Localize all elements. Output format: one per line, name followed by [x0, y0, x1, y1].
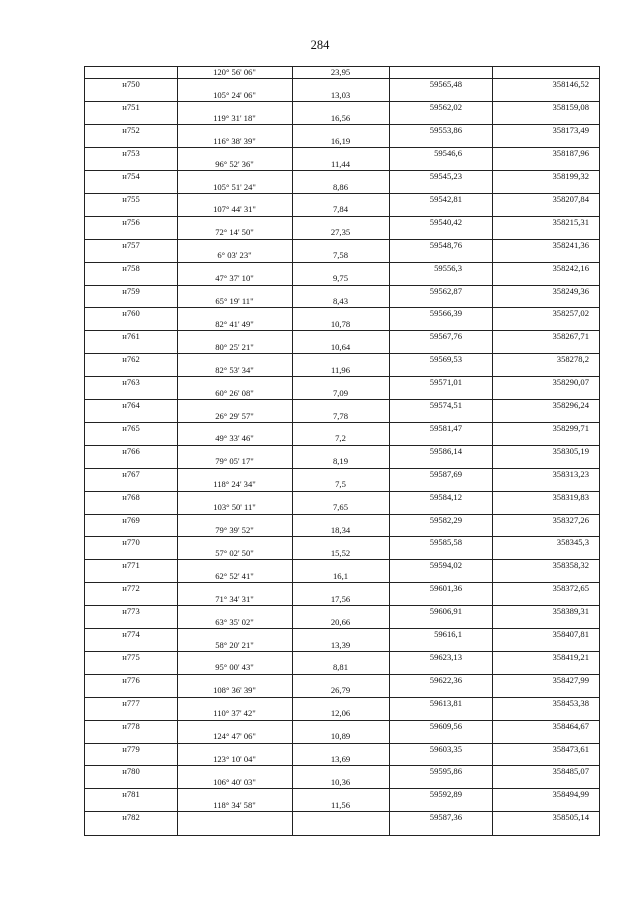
distance-cell: 7,78	[332, 410, 349, 421]
x-coordinate-value: 59556,3	[434, 262, 462, 273]
x-coordinate-value: 59567,76	[429, 331, 462, 342]
point-name-cell: н756	[122, 216, 140, 227]
point-name-cell: н753	[122, 148, 140, 159]
y-coordinate-value: 358372,65	[552, 583, 589, 594]
segment-row	[85, 365, 599, 376]
x-coordinate-value: 59606,91	[429, 606, 462, 617]
y-coordinate-value: 358419,21	[552, 651, 589, 662]
x-coordinate-cell	[389, 812, 492, 823]
x-coordinate-value: 59553,86	[429, 125, 462, 136]
y-coordinate-value: 358146,52	[552, 79, 589, 90]
x-coordinate-value: 59603,35	[429, 743, 462, 754]
distance-cell: 16,1	[332, 570, 349, 581]
x-coordinate-value: 59581,47	[429, 422, 462, 433]
x-coordinate-value: 59592,89	[429, 789, 462, 800]
distance-cell: 26,79	[330, 685, 351, 696]
distance-cell: 13,03	[330, 89, 351, 100]
distance-cell: 7,2	[335, 433, 346, 444]
direction-angle-cell: 49° 33' 46"	[215, 433, 254, 444]
distance-cell: 10,78	[330, 318, 351, 329]
y-coordinate-value: 358305,19	[552, 445, 589, 456]
x-coordinate-value: 59566,39	[429, 308, 462, 319]
y-coordinate-value: 358358,32	[552, 560, 589, 571]
distance-cell: 15,52	[330, 547, 351, 558]
direction-angle-cell: 116° 38' 39"	[213, 135, 256, 146]
distance-cell: 10,36	[330, 776, 351, 787]
distance-cell: 23,95	[330, 67, 351, 77]
segment-row	[85, 502, 599, 513]
distance-cell: 10,64	[330, 341, 351, 352]
x-coordinate-value: 59545,23	[429, 171, 462, 182]
distance-cell: 20,66	[330, 616, 351, 627]
distance-cell: 11,96	[330, 364, 351, 375]
segment-row	[85, 640, 599, 651]
direction-angle-cell: 79° 39' 52"	[215, 525, 254, 535]
point-name-cell: н754	[122, 171, 140, 182]
segment-row	[85, 250, 599, 261]
direction-angle-cell: 79° 05' 17"	[215, 456, 254, 467]
point-name-cell: н774	[122, 629, 140, 640]
point-name-cell: н766	[122, 445, 140, 456]
segment-row	[85, 411, 599, 422]
y-coordinate-value: 358389,31	[552, 606, 589, 617]
x-coordinate-value: 59565,48	[429, 79, 462, 90]
y-coordinate-value: 358313,23	[552, 468, 589, 479]
point-name-cell: н781	[122, 789, 140, 800]
y-coordinate-value: 358278,2	[556, 354, 589, 365]
y-coordinate-value: 358473,61	[552, 743, 589, 754]
x-coordinate-value: 59622,36	[429, 674, 462, 685]
segment-row	[85, 754, 599, 765]
distance-cell: 7,65	[332, 502, 349, 513]
direction-angle-cell: 6° 03' 23"	[217, 250, 252, 261]
direction-angle-cell: 57° 02' 50"	[215, 547, 254, 558]
direction-angle-cell: 60° 26' 08"	[215, 387, 254, 398]
distance-cell: 8,43	[332, 296, 349, 306]
coordinates-table	[84, 66, 600, 836]
point-name-cell: н755	[122, 193, 140, 204]
point-name-cell: н752	[122, 125, 140, 136]
direction-angle-cell: 106° 40' 03"	[213, 776, 256, 787]
y-coordinate-value: 358427,99	[552, 674, 589, 685]
distance-cell: 12,06	[330, 708, 351, 719]
point-name-cell: н761	[122, 331, 140, 342]
x-coordinate-value: 59594,02	[429, 560, 462, 571]
y-coordinate-value: 358290,07	[552, 377, 589, 388]
segment-row	[85, 479, 599, 490]
direction-angle-cell: 103° 50' 11"	[213, 502, 256, 513]
segment-row	[85, 388, 599, 399]
x-coordinate-value: 59613,81	[429, 697, 462, 708]
direction-angle-cell: 26° 29' 57"	[215, 410, 254, 421]
y-coordinate-value: 358242,16	[552, 262, 589, 273]
segment-row	[85, 67, 599, 78]
direction-angle-cell: 71° 34' 31"	[215, 593, 254, 604]
y-coordinate-value: 358257,02	[552, 308, 589, 319]
x-coordinate-value: 59571,01	[429, 377, 462, 388]
direction-angle-cell: 82° 53' 34"	[215, 364, 254, 375]
point-name-cell: н757	[122, 239, 140, 250]
point-name-cell: н763	[122, 377, 140, 388]
segment-row	[85, 204, 599, 215]
direction-angle-cell: 124° 47' 06"	[213, 731, 256, 742]
distance-cell: 7,58	[332, 250, 349, 261]
y-coordinate-value: 358187,96	[552, 148, 589, 159]
segment-row	[85, 456, 599, 467]
point-name-cell: н772	[122, 583, 140, 594]
x-coordinate-value: 59540,42	[429, 216, 462, 227]
direction-angle-cell: 96° 52' 36"	[215, 158, 254, 169]
direction-angle-cell: 62° 52' 41"	[215, 570, 254, 581]
x-coordinate-value: 59548,76	[429, 239, 462, 250]
point-name-cell: н751	[122, 102, 140, 113]
point-name-cell: н762	[122, 354, 140, 365]
y-coordinate-value: 358485,07	[552, 766, 589, 777]
y-coordinate-value: 358345,3	[556, 537, 589, 548]
y-coordinate-value: 358494,99	[552, 789, 589, 800]
direction-angle-cell: 65° 19' 11"	[215, 296, 254, 306]
segment-row	[85, 548, 599, 559]
point-name-cell: н782	[122, 812, 140, 823]
segment-row	[85, 685, 599, 696]
x-coordinate-value: 59609,56	[429, 720, 462, 731]
point-name-cell: н767	[122, 468, 140, 479]
distance-cell: 16,19	[330, 135, 351, 146]
distance-cell: 11,56	[330, 799, 351, 810]
y-coordinate-value: 358505,14	[552, 812, 589, 823]
distance-cell: 13,69	[330, 754, 351, 764]
direction-angle-cell: 119° 31' 18"	[213, 112, 256, 123]
x-coordinate-value: 59616,1	[434, 629, 462, 640]
point-name-cell: н777	[122, 697, 140, 708]
segment-row	[85, 571, 599, 582]
distance-cell: 11,44	[330, 158, 351, 169]
distance-cell: 8,81	[332, 662, 349, 673]
segment-row	[85, 342, 599, 353]
direction-angle-cell: 120° 56' 06"	[213, 67, 256, 77]
point-name-cell: н780	[122, 766, 140, 777]
y-coordinate-value: 358464,67	[552, 720, 589, 731]
y-coordinate-value: 358296,24	[552, 400, 589, 411]
distance-cell: 8,86	[332, 181, 349, 192]
segment-row	[85, 296, 599, 307]
segment-row	[85, 708, 599, 719]
x-coordinate-value: 59546,6	[434, 148, 462, 159]
point-name-cell: н776	[122, 674, 140, 685]
distance-cell: 10,89	[330, 731, 351, 742]
point-name-cell: н765	[122, 422, 140, 433]
y-coordinate-value: 358241,36	[552, 239, 589, 250]
x-coordinate-value: 59562,02	[429, 102, 462, 113]
distance-cell: 16,56	[330, 112, 351, 123]
y-coordinate-cell	[492, 812, 601, 823]
direction-angle-cell: 123° 10' 04"	[213, 754, 256, 764]
distance-cell: 13,39	[330, 639, 351, 650]
y-coordinate-value: 358319,83	[552, 491, 589, 502]
segment-row	[85, 617, 599, 628]
segment-row	[85, 662, 599, 673]
direction-angle-cell: 58° 20' 21"	[215, 639, 254, 650]
point-name-cell: н769	[122, 514, 140, 525]
segment-row	[85, 777, 599, 788]
point-name-cell: н760	[122, 308, 140, 319]
y-coordinate-value: 358267,71	[552, 331, 589, 342]
y-coordinate-value: 358207,84	[552, 193, 589, 204]
direction-angle-cell: 108° 36' 39"	[213, 685, 256, 696]
y-coordinate-value: 358199,32	[552, 171, 589, 182]
direction-angle-cell: 80° 25' 21"	[215, 341, 254, 352]
direction-angle-cell: 82° 41' 49"	[215, 318, 254, 329]
y-coordinate-value: 358327,26	[552, 514, 589, 525]
segment-row	[85, 227, 599, 238]
distance-cell: 27,35	[330, 227, 351, 238]
x-coordinate-value: 59595,86	[429, 766, 462, 777]
x-coordinate-value: 59586,14	[429, 445, 462, 456]
distance-cell: 7,84	[332, 204, 349, 215]
segment-row	[85, 90, 599, 101]
x-coordinate-value: 59574,51	[429, 400, 462, 411]
direction-angle-cell: 107° 44' 31"	[213, 204, 256, 215]
x-coordinate-value: 59582,29	[429, 514, 462, 525]
direction-angle-cell: 118° 24' 34"	[213, 479, 256, 490]
y-coordinate-value: 358159,08	[552, 102, 589, 113]
segment-row	[85, 594, 599, 605]
point-name-cell: н770	[122, 537, 140, 548]
distance-cell: 17,56	[330, 593, 351, 604]
direction-angle-cell: 95° 00' 43"	[215, 662, 254, 673]
point-name-cell: н764	[122, 400, 140, 411]
point-name-cell: н768	[122, 491, 140, 502]
x-coordinate-value: 59623,13	[429, 651, 462, 662]
direction-angle-cell: 118° 34' 58"	[213, 799, 256, 810]
y-coordinate-value: 358407,81	[552, 629, 589, 640]
point-name-cell: н779	[122, 743, 140, 754]
segment-row	[85, 136, 599, 147]
segment-row	[85, 159, 599, 170]
direction-angle-cell: 47° 37' 10"	[215, 273, 254, 284]
point-name-cell: н775	[122, 651, 140, 662]
direction-angle-cell: 105° 51' 24"	[213, 181, 256, 192]
x-coordinate-value: 59587,69	[429, 468, 462, 479]
direction-angle-cell: 63° 35' 02"	[215, 616, 254, 627]
x-coordinate-value: 59584,12	[429, 491, 462, 502]
page-number: 284	[310, 38, 330, 52]
segment-row	[85, 113, 599, 124]
distance-cell: 7,09	[332, 387, 349, 398]
x-coordinate-value: 59587,36	[429, 812, 462, 823]
y-coordinate-value: 358453,38	[552, 697, 589, 708]
point-name-cell: н778	[122, 720, 140, 731]
segment-row	[85, 319, 599, 330]
x-coordinate-value: 59585,58	[429, 537, 462, 548]
y-coordinate-value: 358249,36	[552, 285, 589, 296]
segment-row	[85, 273, 599, 284]
point-name-cell: н758	[122, 262, 140, 273]
x-coordinate-value: 59542,81	[429, 193, 462, 204]
x-coordinate-value: 59569,53	[429, 354, 462, 365]
distance-cell: 7,5	[335, 479, 346, 490]
point-name-cell: н771	[122, 560, 140, 571]
segment-row	[85, 433, 599, 444]
point-name-cell: н759	[122, 285, 140, 296]
point-name-cell: н773	[122, 606, 140, 617]
x-coordinate-value: 59601,36	[429, 583, 462, 594]
direction-angle-cell: 110° 37' 42"	[213, 708, 256, 719]
point-name-cell: н750	[122, 79, 140, 90]
direction-angle-cell: 72° 14' 50"	[215, 227, 254, 238]
distance-cell: 18,34	[330, 525, 351, 535]
point-row	[85, 811, 599, 823]
distance-cell: 8,19	[332, 456, 349, 467]
segment-row	[85, 800, 599, 811]
segment-row	[85, 525, 599, 536]
y-coordinate-value: 358215,31	[552, 216, 589, 227]
x-coordinate-value: 59562,87	[429, 285, 462, 296]
segment-row	[85, 182, 599, 193]
distance-cell: 9,75	[332, 273, 349, 284]
y-coordinate-value: 358299,71	[552, 422, 589, 433]
direction-angle-cell: 105° 24' 06"	[213, 89, 256, 100]
y-coordinate-value: 358173,49	[552, 125, 589, 136]
segment-row	[85, 731, 599, 742]
